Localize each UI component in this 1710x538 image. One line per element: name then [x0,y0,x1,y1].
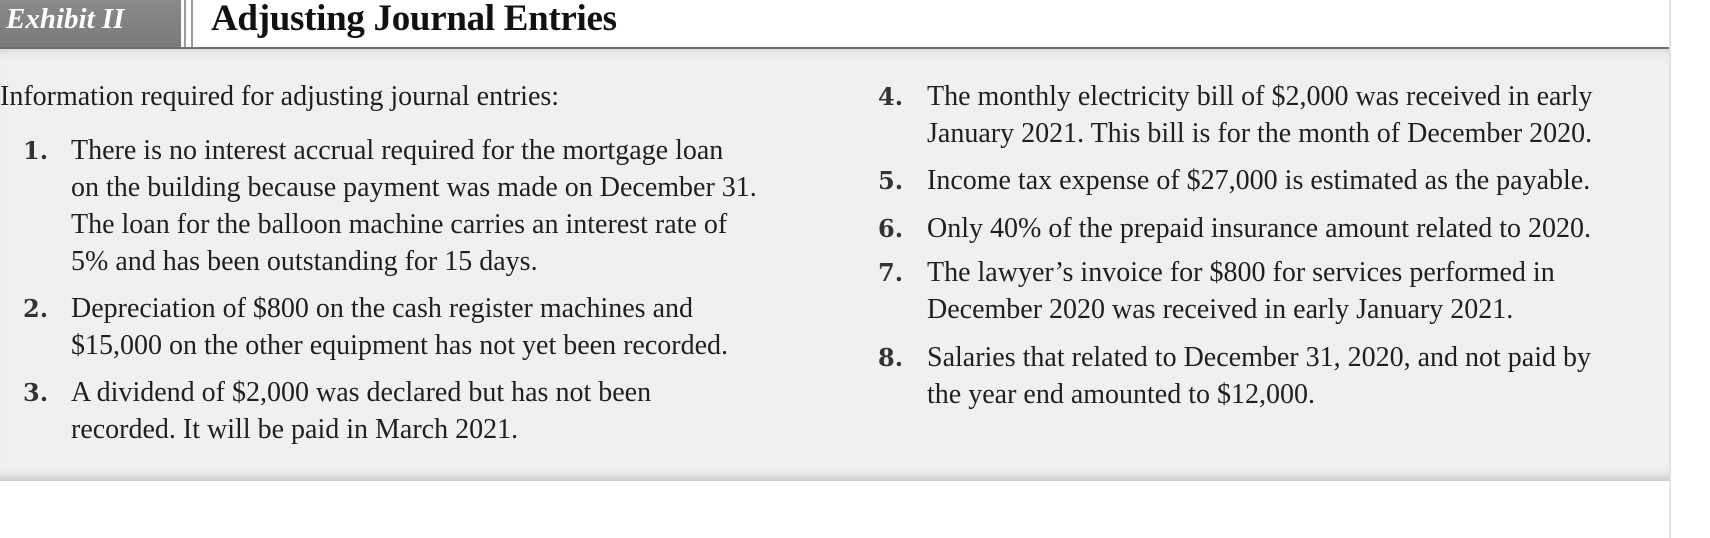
item-line: Income tax expense of $27,000 is estimated as the payable. [927,165,1591,196]
item-line: recorded. It will be paid in March 2021. [71,414,519,445]
item-text [71,132,836,280]
item-line: The monthly electricity bill of $2,000 was received in early [927,81,1593,112]
item-number: 7. [878,258,904,287]
item-number: 8. [878,343,904,372]
item-text [71,374,836,448]
item-line: January 2021. This bill is for the month of December 2020. [927,118,1593,149]
item-line: 5% and has been outstanding for 15 days. [71,246,538,277]
exhibit-label: Exhibit II [0,0,181,47]
item-line: A dividend of $2,000 was declared but has not been [71,377,652,408]
item-text [71,290,836,364]
item-number: 3. [23,378,49,407]
exhibit-title: Adjusting Journal Entries [211,0,617,39]
intro-text: Information required for adjusting journal entries: [0,81,560,112]
item-number: 1. [23,136,49,165]
exhibit-header [0,0,1669,49]
item-number: 2. [23,294,49,323]
content-panel [0,49,1669,481]
item-line: Salaries that related to December 31, 2020, and not paid by [927,342,1592,373]
item-line: the year end amounted to $12,000. [927,379,1316,410]
item-number: 6. [878,214,904,243]
item-line: on the building because payment was made on December 31. [71,172,757,203]
item-line: The lawyer’s invoice for $800 for services performed in [927,257,1555,288]
item-text [927,78,1662,152]
page-edge-rule [1669,0,1671,538]
item-line: Only 40% of the prepaid insurance amount related to 2020. [927,213,1592,244]
item-text [927,339,1662,413]
item-line: December 2020 was received in early January 2021. [927,294,1514,325]
item-number: 5. [878,166,904,195]
item-line: Depreciation of $800 on the cash register machines and [71,293,694,324]
item-line: There is no interest accrual required for the mortgage loan [71,135,724,166]
item-line: $15,000 on the other equipment has not yet been recorded. [71,330,729,361]
title-divider [184,0,193,47]
item-line: The loan for the balloon machine carries an interest rate of [71,209,728,240]
item-text [927,254,1662,328]
item-number: 4. [878,82,904,111]
item-text [927,162,1662,199]
item-text [927,210,1662,247]
